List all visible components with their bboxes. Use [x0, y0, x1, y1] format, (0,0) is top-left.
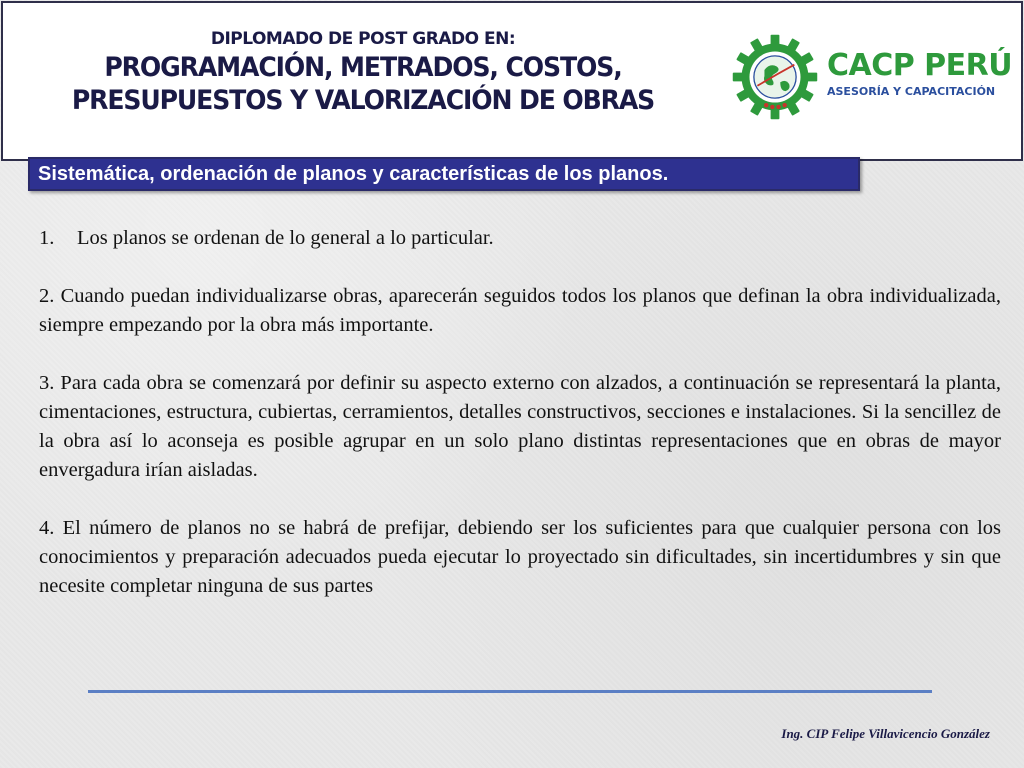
author-credit: Ing. CIP Felipe Villavicencio González: [781, 726, 990, 741]
course-title-line-2: PRESUPUESTOS Y VALORIZACIÓN DE OBRAS: [71, 85, 655, 116]
item-text: Cuando puedan individualizarse obras, aparecerán seguidos todos los planos que definan la obra individualizada, siempre empezando por la obra más importante.: [39, 285, 1001, 336]
list-item: [39, 282, 1001, 340]
list-item: [39, 224, 1001, 253]
list-item: [39, 514, 1001, 601]
item-number: 4.: [39, 517, 55, 539]
logo-tagline: ASESORÍA Y CAPACITACIÓN: [827, 85, 996, 98]
item-text: El número de planos no se habrá de prefijar, debiendo ser los suficientes para que cualquier persona con los conocimientos y preparación adecuados pueda ejecutar lo proyectado sin dificultades, sin incertidumbres y sin que necesite completar ninguna de sus partes: [39, 517, 1002, 597]
course-title-line-1: PROGRAMACIÓN, METRADOS, COSTOS,: [104, 52, 622, 83]
gear-globe-icon: [731, 33, 819, 121]
slide-body: [39, 224, 1001, 630]
cacp-logo: [731, 33, 1013, 123]
section-title-bar: Sistemática, ordenación de planos y características de los planos.: [28, 157, 860, 191]
item-number: 3.: [39, 372, 55, 394]
list-item: [39, 369, 1001, 485]
item-number: 2.: [39, 285, 55, 307]
header-banner: [1, 1, 1023, 161]
course-subtitle: DIPLOMADO DE POST GRADO EN:: [210, 29, 516, 49]
footer-divider: [88, 690, 932, 693]
logo-name: CACP PERÚ: [827, 48, 1013, 83]
header-titles: [43, 27, 683, 117]
item-number: 1.: [39, 227, 55, 249]
item-text: Los planos se ordenan de lo general a lo particular.: [77, 227, 494, 249]
item-text: Para cada obra se comenzará por definir su aspecto externo con alzados, a continuación se representará la planta, cimentaciones, estructura, cubiertas, cerramientos, detalles constructivos, secciones e instalaciones. Si la sencillez de la obra así lo aconseja es posible agrupar en un solo plano distintas representaciones que en obras de mayor envergadura irían aisladas.: [39, 372, 1001, 481]
